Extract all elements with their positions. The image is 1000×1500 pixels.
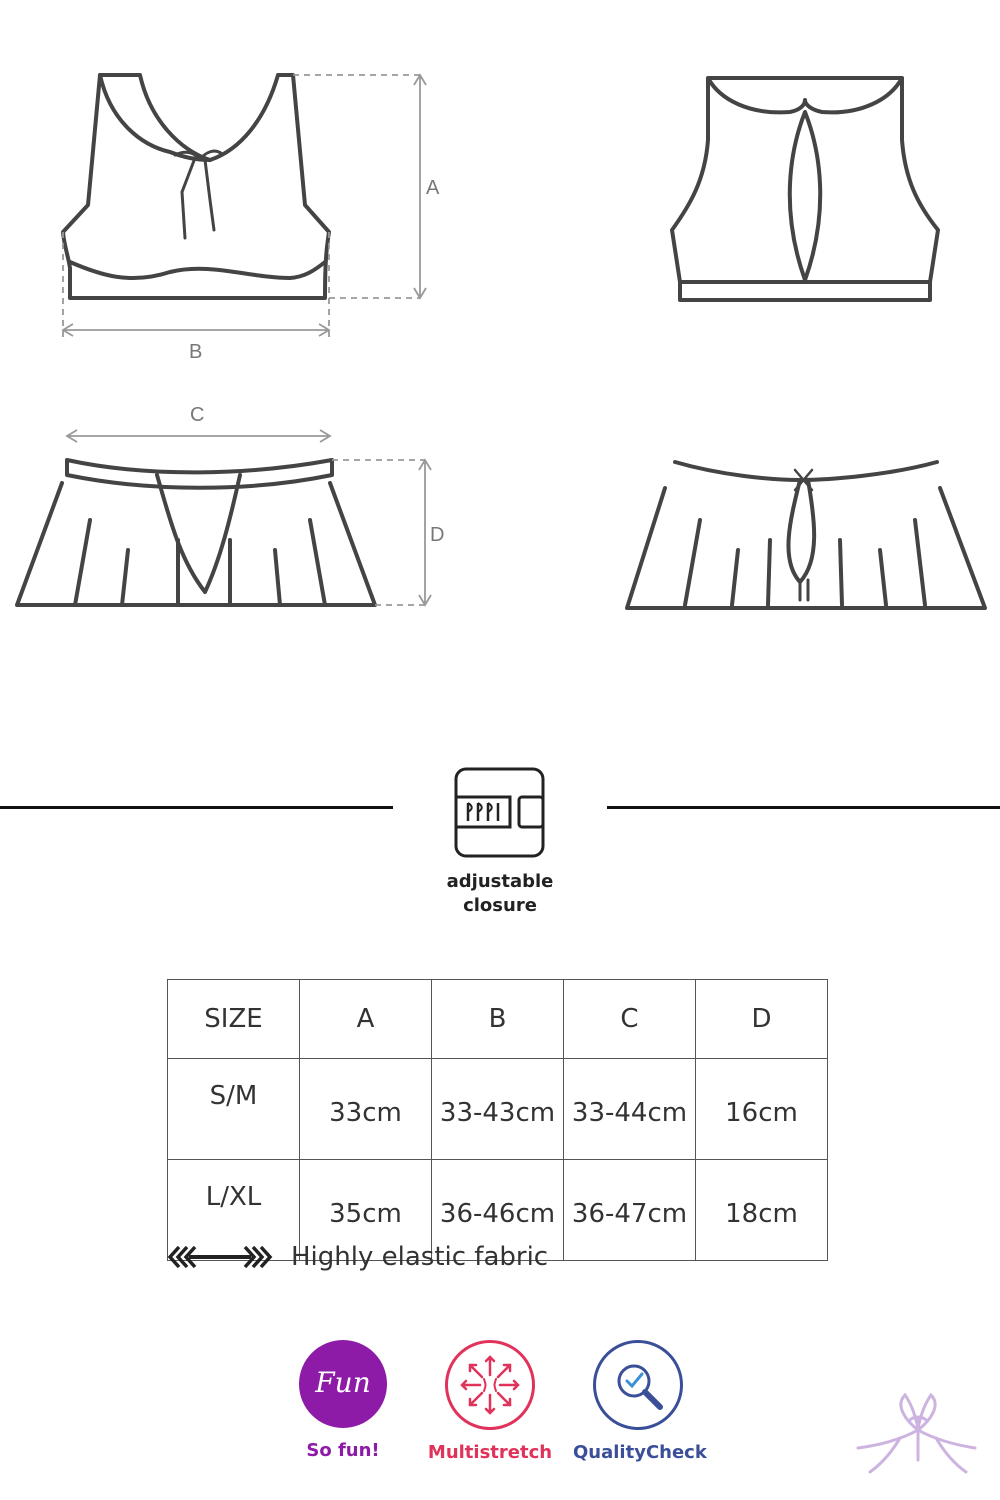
table-cell: 16cm [696, 1059, 828, 1160]
dimension-label-d: D [430, 524, 445, 546]
badge-qualitycheck [573, 1340, 707, 1463]
dimension-label-b: B [189, 341, 203, 363]
closure-label-line1: adjustable [446, 871, 554, 892]
butterfly-logo-icon [858, 1395, 975, 1472]
skirt-dimension-lines [67, 430, 431, 605]
divider-right [607, 806, 1000, 809]
header-cell: B [432, 980, 564, 1059]
magnifier-check-icon [593, 1340, 683, 1430]
header-cell: C [564, 980, 696, 1059]
elastic-fabric-note [167, 1237, 548, 1277]
table-header-row [168, 980, 828, 1059]
closure-label [420, 870, 580, 918]
divider-left [0, 806, 393, 809]
badge-label: So fun! [306, 1440, 380, 1461]
header-cell: D [696, 980, 828, 1059]
table-cell: L/XL [168, 1160, 300, 1261]
table-cell: 33-43cm [432, 1059, 564, 1160]
table-cell: 33-44cm [564, 1059, 696, 1160]
header-cell: A [300, 980, 432, 1059]
closure-label-line2: closure [463, 895, 537, 916]
skirt-back-drawing [627, 462, 985, 608]
badge-fun [278, 1340, 408, 1461]
badge-label: QualityCheck [573, 1442, 707, 1463]
table-cell: 33cm [300, 1059, 432, 1160]
size-table [167, 979, 828, 1261]
table-row [168, 1059, 828, 1160]
multistretch-arrows-icon [445, 1340, 535, 1430]
fun-icon [299, 1340, 387, 1428]
table-cell: 35cm [300, 1160, 432, 1261]
header-cell: SIZE [168, 980, 300, 1059]
garment-diagram [0, 0, 1000, 700]
table-cell: 36-47cm [564, 1160, 696, 1261]
double-arrow-stretch-icon [167, 1242, 273, 1272]
top-front-drawing [63, 75, 329, 298]
skirt-front-drawing [17, 460, 375, 605]
table-cell: 36-46cm [432, 1160, 564, 1261]
badge-multistretch [425, 1340, 555, 1463]
badge-label: Multistretch [427, 1442, 553, 1463]
hook-and-eye-closure-icon [456, 769, 543, 856]
table-cell: 18cm [696, 1160, 828, 1261]
elastic-fabric-text: Highly elastic fabric [291, 1242, 549, 1272]
table-cell: S/M [168, 1059, 300, 1160]
dimension-label-c: C [190, 404, 205, 426]
fun-icon-text: Fun [315, 1366, 371, 1399]
dimension-label-a: A [426, 177, 440, 199]
top-back-drawing [672, 78, 938, 300]
